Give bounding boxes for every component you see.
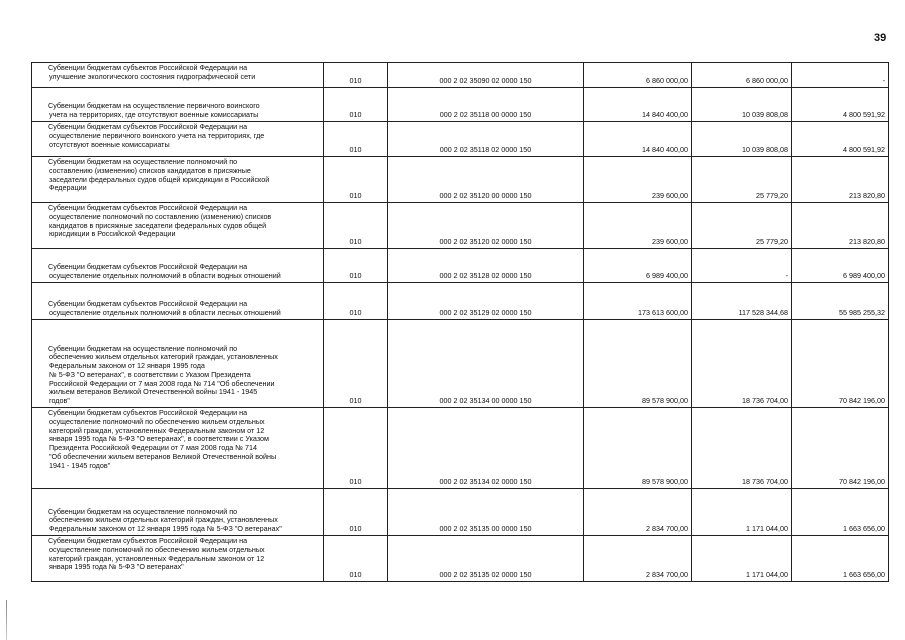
unexecuted-cell: 55 985 255,32	[792, 283, 889, 320]
approved-cell: 239 600,00	[584, 203, 692, 249]
row-name-cell	[32, 249, 324, 283]
line-code-cell: 010	[324, 536, 388, 582]
approved-cell: 173 613 600,00	[584, 283, 692, 320]
budget-code-cell: 000 2 02 35128 02 0000 150	[388, 249, 584, 283]
row-name: Субвенции бюджетам на осуществление полномочий по обеспечению жильем отдельных категорий граждан, установленных Федеральным законом от 12 января 1995 года № 5-ФЗ "О ветеранах"	[48, 506, 282, 534]
row-name-cell	[32, 283, 324, 320]
unexecuted-cell: 213 820,80	[792, 203, 889, 249]
table-row	[32, 283, 889, 320]
row-name: Субвенции бюджетам субъектов Российской Федерации на осуществление полномочий по составлению (изменению) списков кандидатов в присяжные заседатели федеральных судов общей юрисдикции в Российской Федерации	[48, 203, 272, 239]
approved-cell: 89 578 900,00	[584, 320, 692, 408]
approved-cell: 14 840 400,00	[584, 88, 692, 122]
approved-cell: 2 834 700,00	[584, 536, 692, 582]
table-row	[32, 249, 889, 283]
row-name-cell	[32, 88, 324, 122]
row-name: Субвенции бюджетам субъектов Российской Федерации на осуществление полномочий по обеспечению жильем отдельных категорий граждан, установленных Федеральным законом от 12 января 1995 года № 5-ФЗ "О ветеранах"	[48, 536, 265, 572]
scan-edge-mark	[6, 600, 7, 640]
line-code-cell: 010	[324, 203, 388, 249]
budget-code-cell: 000 2 02 35120 02 0000 150	[388, 203, 584, 249]
approved-cell: 14 840 400,00	[584, 122, 692, 157]
row-name-cell	[32, 536, 324, 582]
budget-code-cell: 000 2 02 35134 00 0000 150	[388, 320, 584, 408]
executed-cell: 1 171 044,00	[692, 536, 792, 582]
executed-cell: 10 039 808,08	[692, 88, 792, 122]
row-name-cell	[32, 157, 324, 203]
budget-code-cell: 000 2 02 35118 02 0000 150	[388, 122, 584, 157]
executed-cell: 18 736 704,00	[692, 408, 792, 489]
row-name-cell	[32, 122, 324, 157]
row-name: Субвенции бюджетам на осуществление полномочий по обеспечению жильем отдельных категорий граждан, установленных Федеральным законом от 12 января 1995 года № 5-ФЗ "О ветеранах", в соответствии с Указом Президента Российской Федерации от 7 мая 2008 года № 714 "Об обеспечении жильем ветеранов Великой Отечественной войны 1941 - 1945 годов"	[48, 343, 278, 406]
budget-code-cell: 000 2 02 35134 02 0000 150	[388, 408, 584, 489]
executed-cell: 6 860 000,00	[692, 63, 792, 88]
row-name: Субвенции бюджетам субъектов Российской Федерации на осуществление первичного воинского учета на территориях, где отсутствуют военные комиссариаты	[48, 122, 265, 149]
row-name-cell	[32, 320, 324, 408]
row-name: Субвенции бюджетам субъектов Российской Федерации на осуществление отдельных полномочий в области лесных отношений	[48, 299, 281, 318]
approved-cell: 6 860 000,00	[584, 63, 692, 88]
approved-cell: 89 578 900,00	[584, 408, 692, 489]
unexecuted-cell: 1 663 656,00	[792, 536, 889, 582]
table-row	[32, 489, 889, 536]
line-code-cell: 010	[324, 283, 388, 320]
approved-cell: 6 989 400,00	[584, 249, 692, 283]
unexecuted-cell: 1 663 656,00	[792, 489, 889, 536]
unexecuted-cell: 213 820,80	[792, 157, 889, 203]
executed-cell: -	[692, 249, 792, 283]
budget-table	[31, 62, 889, 582]
row-name: Субвенции бюджетам субъектов Российской Федерации на улучшение экологического состояния гидрографической сети	[48, 63, 256, 81]
budget-code-cell: 000 2 02 35129 02 0000 150	[388, 283, 584, 320]
line-code-cell: 010	[324, 408, 388, 489]
executed-cell: 10 039 808,08	[692, 122, 792, 157]
row-name: Субвенции бюджетам на осуществление первичного воинского учета на территориях, где отсутствуют военные комиссариаты	[48, 101, 260, 120]
row-name: Субвенции бюджетам на осуществление полномочий по составлению (изменению) списков кандидатов в присяжные заседатели федеральных судов общей юрисдикции в Российской Федерации	[48, 157, 270, 193]
row-name: Субвенции бюджетам субъектов Российской Федерации на осуществление отдельных полномочий в области водных отношений	[48, 262, 281, 281]
budget-code-cell: 000 2 02 35135 00 0000 150	[388, 489, 584, 536]
unexecuted-cell: 70 842 196,00	[792, 320, 889, 408]
table-row	[32, 203, 889, 249]
budget-code-cell: 000 2 02 35090 02 0000 150	[388, 63, 584, 88]
row-name-cell	[32, 63, 324, 88]
row-name-cell	[32, 489, 324, 536]
approved-cell: 2 834 700,00	[584, 489, 692, 536]
executed-cell: 25 779,20	[692, 157, 792, 203]
executed-cell: 18 736 704,00	[692, 320, 792, 408]
line-code-cell: 010	[324, 88, 388, 122]
line-code-cell: 010	[324, 122, 388, 157]
executed-cell: 1 171 044,00	[692, 489, 792, 536]
table-row	[32, 122, 889, 157]
row-name-cell	[32, 203, 324, 249]
line-code-cell: 010	[324, 249, 388, 283]
unexecuted-cell: 70 842 196,00	[792, 408, 889, 489]
budget-code-cell: 000 2 02 35118 00 0000 150	[388, 88, 584, 122]
table-row	[32, 536, 889, 582]
table-row	[32, 88, 889, 122]
line-code-cell: 010	[324, 157, 388, 203]
executed-cell: 117 528 344,68	[692, 283, 792, 320]
line-code-cell: 010	[324, 63, 388, 88]
unexecuted-cell: 4 800 591,92	[792, 122, 889, 157]
unexecuted-cell: -	[792, 63, 889, 88]
unexecuted-cell: 4 800 591,92	[792, 88, 889, 122]
table-row	[32, 63, 889, 88]
table-row	[32, 320, 889, 408]
page-number: 39	[874, 32, 887, 44]
executed-cell: 25 779,20	[692, 203, 792, 249]
line-code-cell: 010	[324, 320, 388, 408]
budget-code-cell: 000 2 02 35120 00 0000 150	[388, 157, 584, 203]
table-row	[32, 157, 889, 203]
line-code-cell: 010	[324, 489, 388, 536]
unexecuted-cell: 6 989 400,00	[792, 249, 889, 283]
row-name: Субвенции бюджетам субъектов Российской Федерации на осуществление полномочий по обеспечению жильем отдельных категорий граждан, установленных Федеральным законом от 12 января 1995 года № 5-ФЗ "О ветеранах", в соответствии с Указом Президента Российской Федерации от 7 мая 2008 года № 714 "Об обеспечении жильем ветеранов Великой Отечественной войны 1941 - 1945 годов"	[48, 408, 277, 470]
row-name-cell	[32, 408, 324, 489]
approved-cell: 239 600,00	[584, 157, 692, 203]
budget-code-cell: 000 2 02 35135 02 0000 150	[388, 536, 584, 582]
table-row	[32, 408, 889, 489]
